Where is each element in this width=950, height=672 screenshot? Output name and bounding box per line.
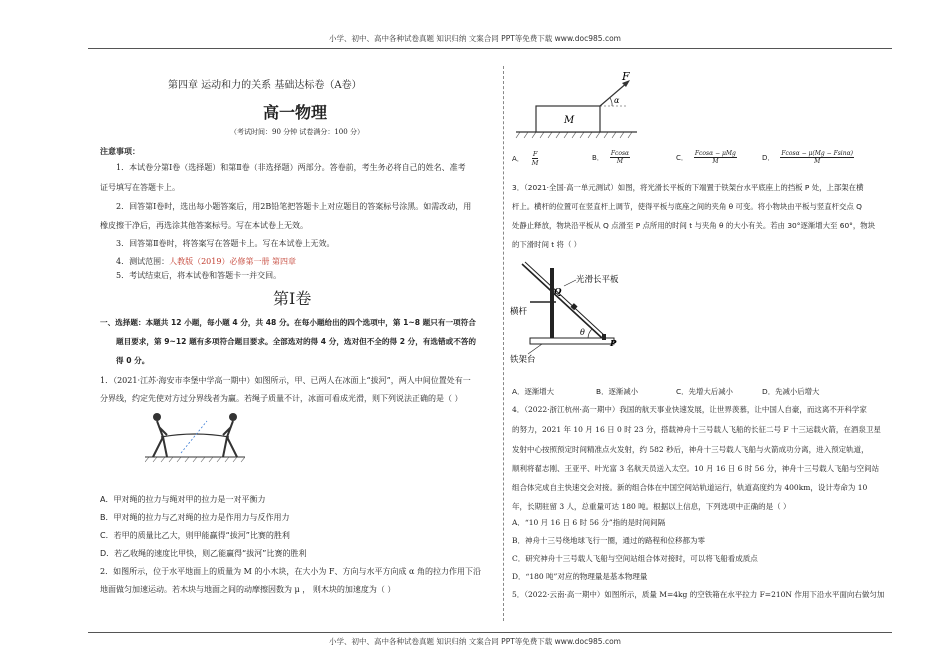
note-line: 5．考试结束后，将本试卷和答题卡一并交回。 bbox=[116, 271, 282, 280]
section-intro-line: 一、选择题：本题共 12 小题，每小题 4 分，共 48 分。在每小题给出的四个选项中，第 1~8 题只有一项符合 bbox=[100, 318, 476, 327]
incline-board-figure bbox=[508, 258, 638, 374]
q1-stem-line: 1．（2021·江苏·海安市李堡中学高一期中）如图所示，甲、已两人在冰面上“拔河”，两人中间位置处有一 bbox=[100, 376, 471, 385]
q3-option-c: C．先增大后减小 bbox=[676, 387, 733, 396]
q2-stem-line: 2．如图所示，位于水平地面上的质量为 M 的小木块，在大小为 F、方向与水平方向成 α 角的拉力作用下沿 bbox=[100, 567, 481, 576]
page-header: 小学、初中、高中各种试卷真题 知识归纳 文案合同 PPT等免费下载 www.doc985.com bbox=[329, 34, 621, 43]
note-4 bbox=[116, 256, 296, 268]
q4-stem-line: 年，长期驻留 3 人，总重量可达 180 吨。根据以上信息，下列选项中正确的是（ ） bbox=[512, 502, 791, 511]
note-line: 2．回答第Ⅰ卷时，选出每小题答案后，用2B铅笔把答题卡上对应题目的答案标号涂黑。如需改动，用 bbox=[116, 202, 472, 211]
q2-option-c-num: Fcosα − μMg bbox=[694, 150, 736, 157]
stand-label: 铁架台 bbox=[510, 355, 536, 365]
note-line: 橡皮擦干净后，再选涂其他答案标号。写在本试卷上无效。 bbox=[100, 221, 308, 230]
q5-stem-line: 5．（2022·云南·高一期中）如图所示，质量 M=4kg 的空铁箱在水平拉力 F=210N 作用下沿水平面向右做匀加 bbox=[512, 590, 885, 599]
tug-of-war-figure bbox=[145, 407, 245, 463]
note-4-prefix: 4．测试范围： bbox=[116, 257, 170, 266]
q4-option-d: D．“180 吨”对应的物理量是基本物理量 bbox=[512, 572, 648, 581]
q2-stem-line: 地面做匀加速运动。若木块与地面之间的动摩擦因数为 μ ， 则木块的加速度为（ ） bbox=[100, 585, 396, 594]
header-rule bbox=[88, 48, 892, 49]
q3-stem-line: 3．（2021·全国·高一单元测试）如图，将光滑长平板的下端置于铁架台水平底座上的挡板 P 处，上部架在横 bbox=[512, 183, 864, 192]
q4-stem-line: 发射中心按照预定时间精准点火发射，约 582 秒后，神舟十三号载人飞船与火箭成功分离，进入预定轨道， bbox=[512, 445, 869, 454]
q3-stem-line: 的下滑时间 t 将（ ） bbox=[512, 240, 582, 249]
note-4-range: 人教版（2019）必修第一册 第四章 bbox=[169, 257, 296, 266]
q2-option-d-den: M bbox=[814, 158, 821, 165]
chapter-title: 第四章 运动和力的关系 基础达标卷（A卷） bbox=[168, 80, 362, 91]
q4-stem-line: 组合体完成自主快速交会对接。新的组合体在中国空间站轨道运行，轨道高度约为 400km，设计寿命为 10 bbox=[512, 483, 868, 492]
q3-stem-line: 杆上。横杆的位置可在竖直杆上调节，使得平板与底座之间的夹角 θ 可变。将小物块由平板与竖直杆交点 Q bbox=[512, 202, 862, 211]
column-divider bbox=[503, 66, 504, 621]
q2-option-a: A． $\frac{F}{M}$ bbox=[512, 150, 539, 167]
footer-rule bbox=[88, 632, 892, 633]
q3-option-d: D．先减小后增大 bbox=[762, 387, 820, 396]
q1-stem-line: 分界线，约定先使对方过分界线者为赢。若绳子质量不计，冰面可看成光滑，则下列说法正确的是（ ） bbox=[100, 394, 463, 403]
q2-option-b: B． $\frac{Fcos\alpha}{M}$ bbox=[592, 150, 630, 165]
q3-option-b: B．逐渐减小 bbox=[596, 387, 639, 396]
angle-label: α bbox=[614, 96, 620, 105]
board-label: 光滑长平板 bbox=[576, 275, 619, 285]
q4-option-a: A．“10 月 16 日 6 时 56 分”指的是时间间隔 bbox=[512, 518, 666, 527]
force-label: F bbox=[622, 70, 630, 83]
section-intro-line: 得 0 分。 bbox=[116, 356, 150, 365]
q4-stem-line: 4．（2022·浙江杭州·高一期中）我国的航天事业快速发展，让世界羡慕，让中国人自豪，而这离不开科学家 bbox=[512, 405, 867, 414]
subject-title: 高一物理 bbox=[263, 103, 328, 122]
q4-option-b: B．神舟十三号绕地球飞行一圈，通过的路程和位移都为零 bbox=[512, 536, 706, 545]
q2-option-d: D． $\frac{Fcos\alpha - \mu(Mg - Fsin\alpha)}{M}$ bbox=[762, 150, 853, 165]
note-line: 3．回答第Ⅱ卷时，将答案写在答题卡上。写在本试卷上无效。 bbox=[116, 239, 335, 248]
point-q-label: Q bbox=[554, 287, 562, 297]
q2-option-c: C． Fcosα − μMg M bbox=[676, 150, 736, 165]
q1-option-a: A．甲对绳的拉力与绳对甲的拉力是一对平衡力 bbox=[100, 495, 266, 504]
note-line: 证号填写在答题卡上。 bbox=[100, 183, 180, 192]
page-footer: 小学、初中、高中各种试卷真题 知识归纳 文案合同 PPT等免费下载 www.doc985.com bbox=[329, 637, 621, 646]
q4-stem-line: 顺利将翟志刚、王亚平、叶光富 3 名航天员送入太空。10 月 16 日 6 时 56 分，神舟十三号载人飞船与空间站 bbox=[512, 464, 880, 473]
mass-label: M bbox=[564, 115, 575, 126]
q2-option-b-den: M bbox=[616, 158, 624, 165]
q2-option-b-num: Fcosα bbox=[610, 150, 630, 157]
point-p-label: P bbox=[610, 339, 617, 349]
note-line: 1．本试卷分第Ⅰ卷（选择题）和第Ⅱ卷（非选择题）两部分。答卷前，考生务必将自己的姓名、准考 bbox=[116, 163, 466, 172]
q1-option-b: B．甲对绳的拉力与乙对绳的拉力是作用力与反作用力 bbox=[100, 513, 290, 522]
q3-option-a: A．逐渐增大 bbox=[512, 387, 555, 396]
theta-label: θ bbox=[580, 328, 585, 337]
bar-label: 横杆 bbox=[510, 307, 528, 317]
q1-option-d: D．若乙收绳的速度比甲快，则乙能赢得“拔河”比赛的胜利 bbox=[100, 549, 307, 558]
section-title: 第Ⅰ卷 bbox=[273, 289, 312, 308]
q1-option-c: C．若甲的质量比乙大，则甲能赢得“拔河”比赛的胜利 bbox=[100, 531, 290, 540]
q3-stem-line: 处静止释放，物块沿平板从 Q 点滑至 P 点所用的时间 t 与夹角 θ 的大小有关。若由 30°逐渐增大至 60°，物块 bbox=[512, 221, 876, 230]
notes-heading: 注意事项： bbox=[100, 147, 140, 156]
q4-stem-line: 的努力，2021 年 10 月 16 日 0 时 23 分，搭载神舟十三号载人飞船的长征二号 F 十三运载火箭，在酒泉卫星 bbox=[512, 425, 881, 434]
q2-option-d-num: Fcosα − μ(Mg − Fsinα) bbox=[781, 150, 853, 157]
exam-info: （考试时间：90 分钟 试卷满分：100 分） bbox=[230, 128, 364, 136]
q2-option-a-den: M bbox=[531, 159, 539, 167]
q2-option-a-num: F bbox=[532, 150, 538, 158]
block-force-figure bbox=[512, 70, 642, 140]
q2-option-c-den: M bbox=[712, 158, 719, 165]
section-intro-line: 题目要求，第 9~12 题有多项符合题目要求。全部选对的得 4 分，选对但不全的得 2 分，有选错或不答的 bbox=[116, 337, 476, 346]
q4-option-c: C．研究神舟十三号载人飞船与空间站组合体对接时，可以将飞船看成质点 bbox=[512, 554, 758, 563]
